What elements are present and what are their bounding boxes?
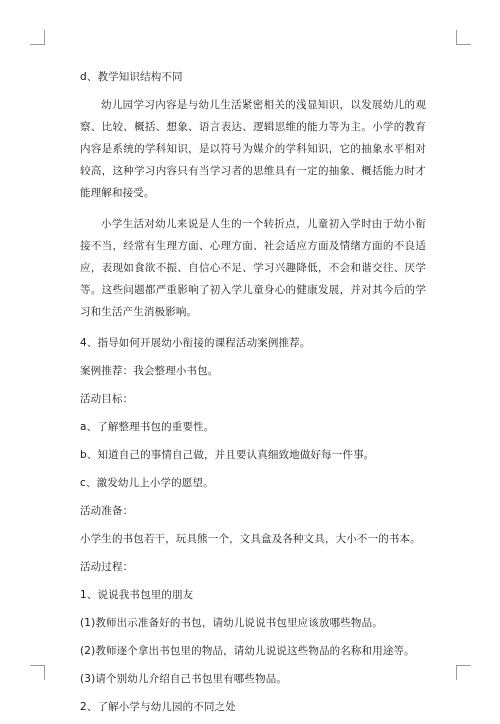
- list-item: b、知道自己的事情自己做，并且要认真细致地做好每一件事。: [80, 449, 375, 461]
- case-title: 案例推荐：我会整理小书包。: [80, 365, 219, 377]
- crop-mark-top-left: [30, 30, 45, 45]
- subsection-label: 活动准备：: [80, 505, 134, 517]
- body-paragraph: 小学生活对幼儿来说是人生的一个转折点，儿童初入学时由于幼小衔接不当，经常有生理方面、心理方面、社会适应方面及情绪方面的不良适应，表现如食欲不振、自信心不足、学习兴趣降低，不会和谐交往、厌学等。这些问题都严重影响了初入学儿童身心的健康发展，并对其今后的学习和生活产生消极影响。: [80, 218, 426, 318]
- subsection-label: 活动目标：: [80, 393, 134, 405]
- list-item: (2)教师逐个拿出书包里的物品，请幼儿说说这些物品的名称和用途等。: [80, 645, 415, 657]
- body-paragraph: 幼儿园学习内容是与幼儿生活紧密相关的浅显知识，以发展幼儿的观察、比较、概括、想象、语言表达、逻辑思维的能力等为主。小学的教育内容是系统的学科知识，是以符号为媒介的学科知识，它的抽象水平相对较高，这种学习内容只有当学习者的思维具有一定的抽象、概括能力时才能理解和接受。: [80, 99, 426, 199]
- list-item: c、激发幼儿上小学的愿望。: [80, 477, 214, 489]
- section-heading: 4、指导如何开展幼小衔接的课程活动案例推荐。: [80, 337, 311, 349]
- section-heading: d、教学知识结构不同: [80, 71, 183, 83]
- crop-mark-top-right: [456, 30, 471, 45]
- list-item: (1)教师出示准备好的书包，请幼儿说说书包里应该放哪些物品。: [80, 617, 383, 629]
- list-item: a、了解整理书包的重要性。: [80, 421, 215, 433]
- subsection-label: 活动过程：: [80, 561, 134, 573]
- document-body: [80, 66, 426, 724]
- crop-mark-bottom-left: [30, 665, 45, 680]
- step-heading: 2、了解小学与幼儿园的不同之处: [80, 701, 236, 713]
- body-paragraph: 小学生的书包若干，玩具熊一个，文具盒及各种文具，大小不一的书本。: [80, 533, 421, 545]
- step-heading: 1、说说我书包里的朋友: [80, 589, 194, 601]
- list-item: (3)请个别幼儿介绍自己书包里有哪些物品。: [80, 673, 288, 685]
- crop-mark-bottom-right: [456, 665, 471, 680]
